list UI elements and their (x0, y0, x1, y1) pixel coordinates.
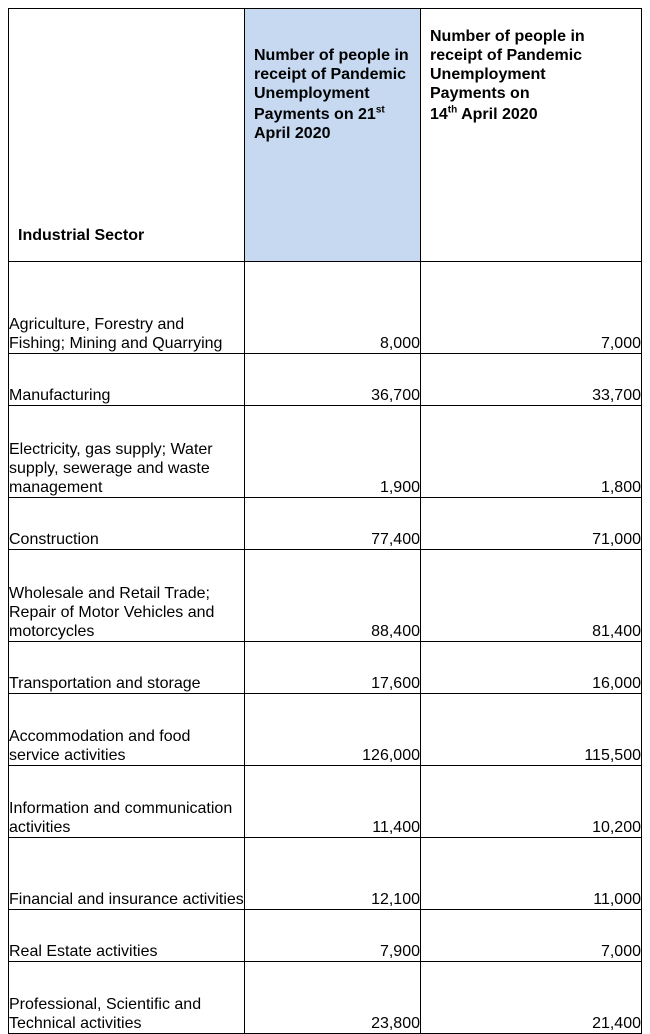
apr14-cell: 10,200 (421, 766, 642, 838)
apr14-cell: 16,000 (421, 642, 642, 694)
table-row (9, 262, 642, 354)
table-row (9, 962, 642, 1034)
sector-cell: Transportation and storage (9, 642, 245, 694)
apr21-cell: 88,400 (245, 550, 421, 642)
header-14-april-date (430, 105, 635, 124)
table-row (9, 694, 642, 766)
sector-cell: Agriculture, Forestry and Fishing; Mining and Quarrying (9, 262, 245, 354)
table-row (9, 550, 642, 642)
apr21-cell: 36,700 (245, 354, 421, 406)
sector-cell: Real Estate activities (9, 910, 245, 962)
header-14-april-text: Number of people in receipt of Pandemic Unemployment (430, 28, 585, 83)
apr14-cell: 81,400 (421, 550, 642, 642)
header-21-april-month: April 2020 (254, 125, 331, 142)
table-row (9, 642, 642, 694)
apr14-cell: 7,000 (421, 910, 642, 962)
apr21-cell: 77,400 (245, 498, 421, 550)
pup-sector-table (8, 8, 642, 1034)
table-header-row (9, 9, 642, 262)
apr21-cell: 12,100 (245, 838, 421, 910)
table-row (9, 498, 642, 550)
apr14-cell: 21,400 (421, 962, 642, 1034)
sector-cell: Professional, Scientific and Technical activities (9, 962, 245, 1034)
apr21-cell: 1,900 (245, 406, 421, 498)
sector-cell: Wholesale and Retail Trade; Repair of Motor Vehicles and motorcycles (9, 550, 245, 642)
sector-cell: Financial and insurance activities (9, 838, 245, 910)
sector-cell: Information and communication activities (9, 766, 245, 838)
apr14-cell: 71,000 (421, 498, 642, 550)
apr21-cell: 8,000 (245, 262, 421, 354)
sector-cell: Electricity, gas supply; Water supply, sewerage and waste management (9, 406, 245, 498)
apr21-cell: 23,800 (245, 962, 421, 1034)
table-row (9, 766, 642, 838)
sector-cell: Accommodation and food service activities (9, 694, 245, 766)
sector-cell: Construction (9, 498, 245, 550)
header-industrial-sector: Industrial Sector (9, 9, 245, 262)
apr14-cell: 33,700 (421, 354, 642, 406)
apr21-cell: 11,400 (245, 766, 421, 838)
header-14-april-suffix: th (447, 104, 458, 116)
table-row (9, 910, 642, 962)
header-21-april-suffix: st (375, 104, 385, 116)
header-21-april-date (254, 105, 414, 143)
header-21-april-payments: Payments on 21 (254, 106, 376, 123)
header-21-april (245, 9, 421, 262)
apr21-cell: 126,000 (245, 694, 421, 766)
header-14-april-payments: Payments on (430, 85, 530, 102)
apr14-cell: 1,800 (421, 406, 642, 498)
table-row (9, 406, 642, 498)
header-14-april-month: April 2020 (457, 106, 538, 123)
table-row (9, 838, 642, 910)
apr14-cell: 115,500 (421, 694, 642, 766)
header-21-april-text: Number of people in receipt of Pandemic Unemployment (254, 47, 409, 102)
apr14-cell: 11,000 (421, 838, 642, 910)
apr14-cell: 7,000 (421, 262, 642, 354)
header-14-april-day: 14 (430, 106, 448, 123)
apr21-cell: 17,600 (245, 642, 421, 694)
table-row (9, 354, 642, 406)
sector-cell: Manufacturing (9, 354, 245, 406)
header-14-april (421, 9, 642, 262)
apr21-cell: 7,900 (245, 910, 421, 962)
